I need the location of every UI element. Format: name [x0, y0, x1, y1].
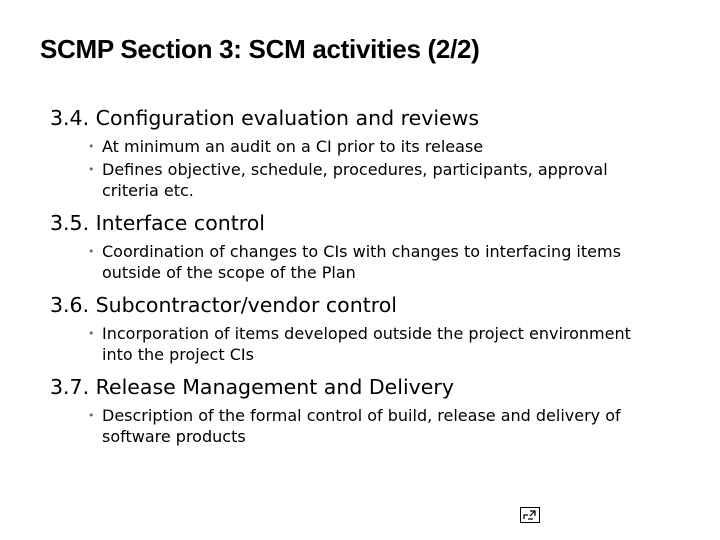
- slide-content: [50, 104, 690, 455]
- slide-navigation-icon[interactable]: [520, 507, 540, 523]
- bullet-list: [50, 241, 690, 283]
- slide-navigation-glyph: [522, 509, 538, 521]
- section-3-4: [50, 104, 690, 201]
- bullet-text: Coordination of changes to CIs with changes to interfacing items outside of the scope of the Plan: [102, 242, 621, 282]
- section-heading: 3.6. Subcontractor/vendor control: [50, 293, 397, 317]
- bullet-marker: •: [88, 140, 95, 153]
- bullet-list: [50, 405, 690, 447]
- bullet-marker: •: [88, 163, 95, 176]
- bullet-marker: •: [88, 245, 95, 258]
- section-3-7: [50, 373, 690, 447]
- section-heading: 3.7. Release Management and Delivery: [50, 375, 454, 399]
- section-heading: 3.5. Interface control: [50, 211, 265, 235]
- section-3-5: [50, 209, 690, 283]
- slide-title: SCMP Section 3: SCM activities (2/2): [40, 34, 480, 64]
- bullet-text: Description of the formal control of build, release and delivery of software products: [102, 406, 621, 446]
- bullet-list: [50, 323, 690, 365]
- bullet-text: Defines objective, schedule, procedures, participants, approval criteria etc.: [102, 160, 608, 200]
- bullet-item: [50, 136, 690, 157]
- bullet-item: [50, 405, 690, 447]
- bullet-item: [50, 159, 690, 201]
- bullet-item: [50, 323, 690, 365]
- bullet-marker: •: [88, 409, 95, 422]
- bullet-text: At minimum an audit on a CI prior to its release: [102, 137, 484, 156]
- section-3-6: [50, 291, 690, 365]
- bullet-marker: •: [88, 327, 95, 340]
- section-heading: 3.4. Configuration evaluation and reviews: [50, 106, 480, 130]
- bullet-item: [50, 241, 690, 283]
- bullet-text: Incorporation of items developed outside the project environment into the project CIs: [102, 324, 631, 364]
- bullet-list: [50, 136, 690, 201]
